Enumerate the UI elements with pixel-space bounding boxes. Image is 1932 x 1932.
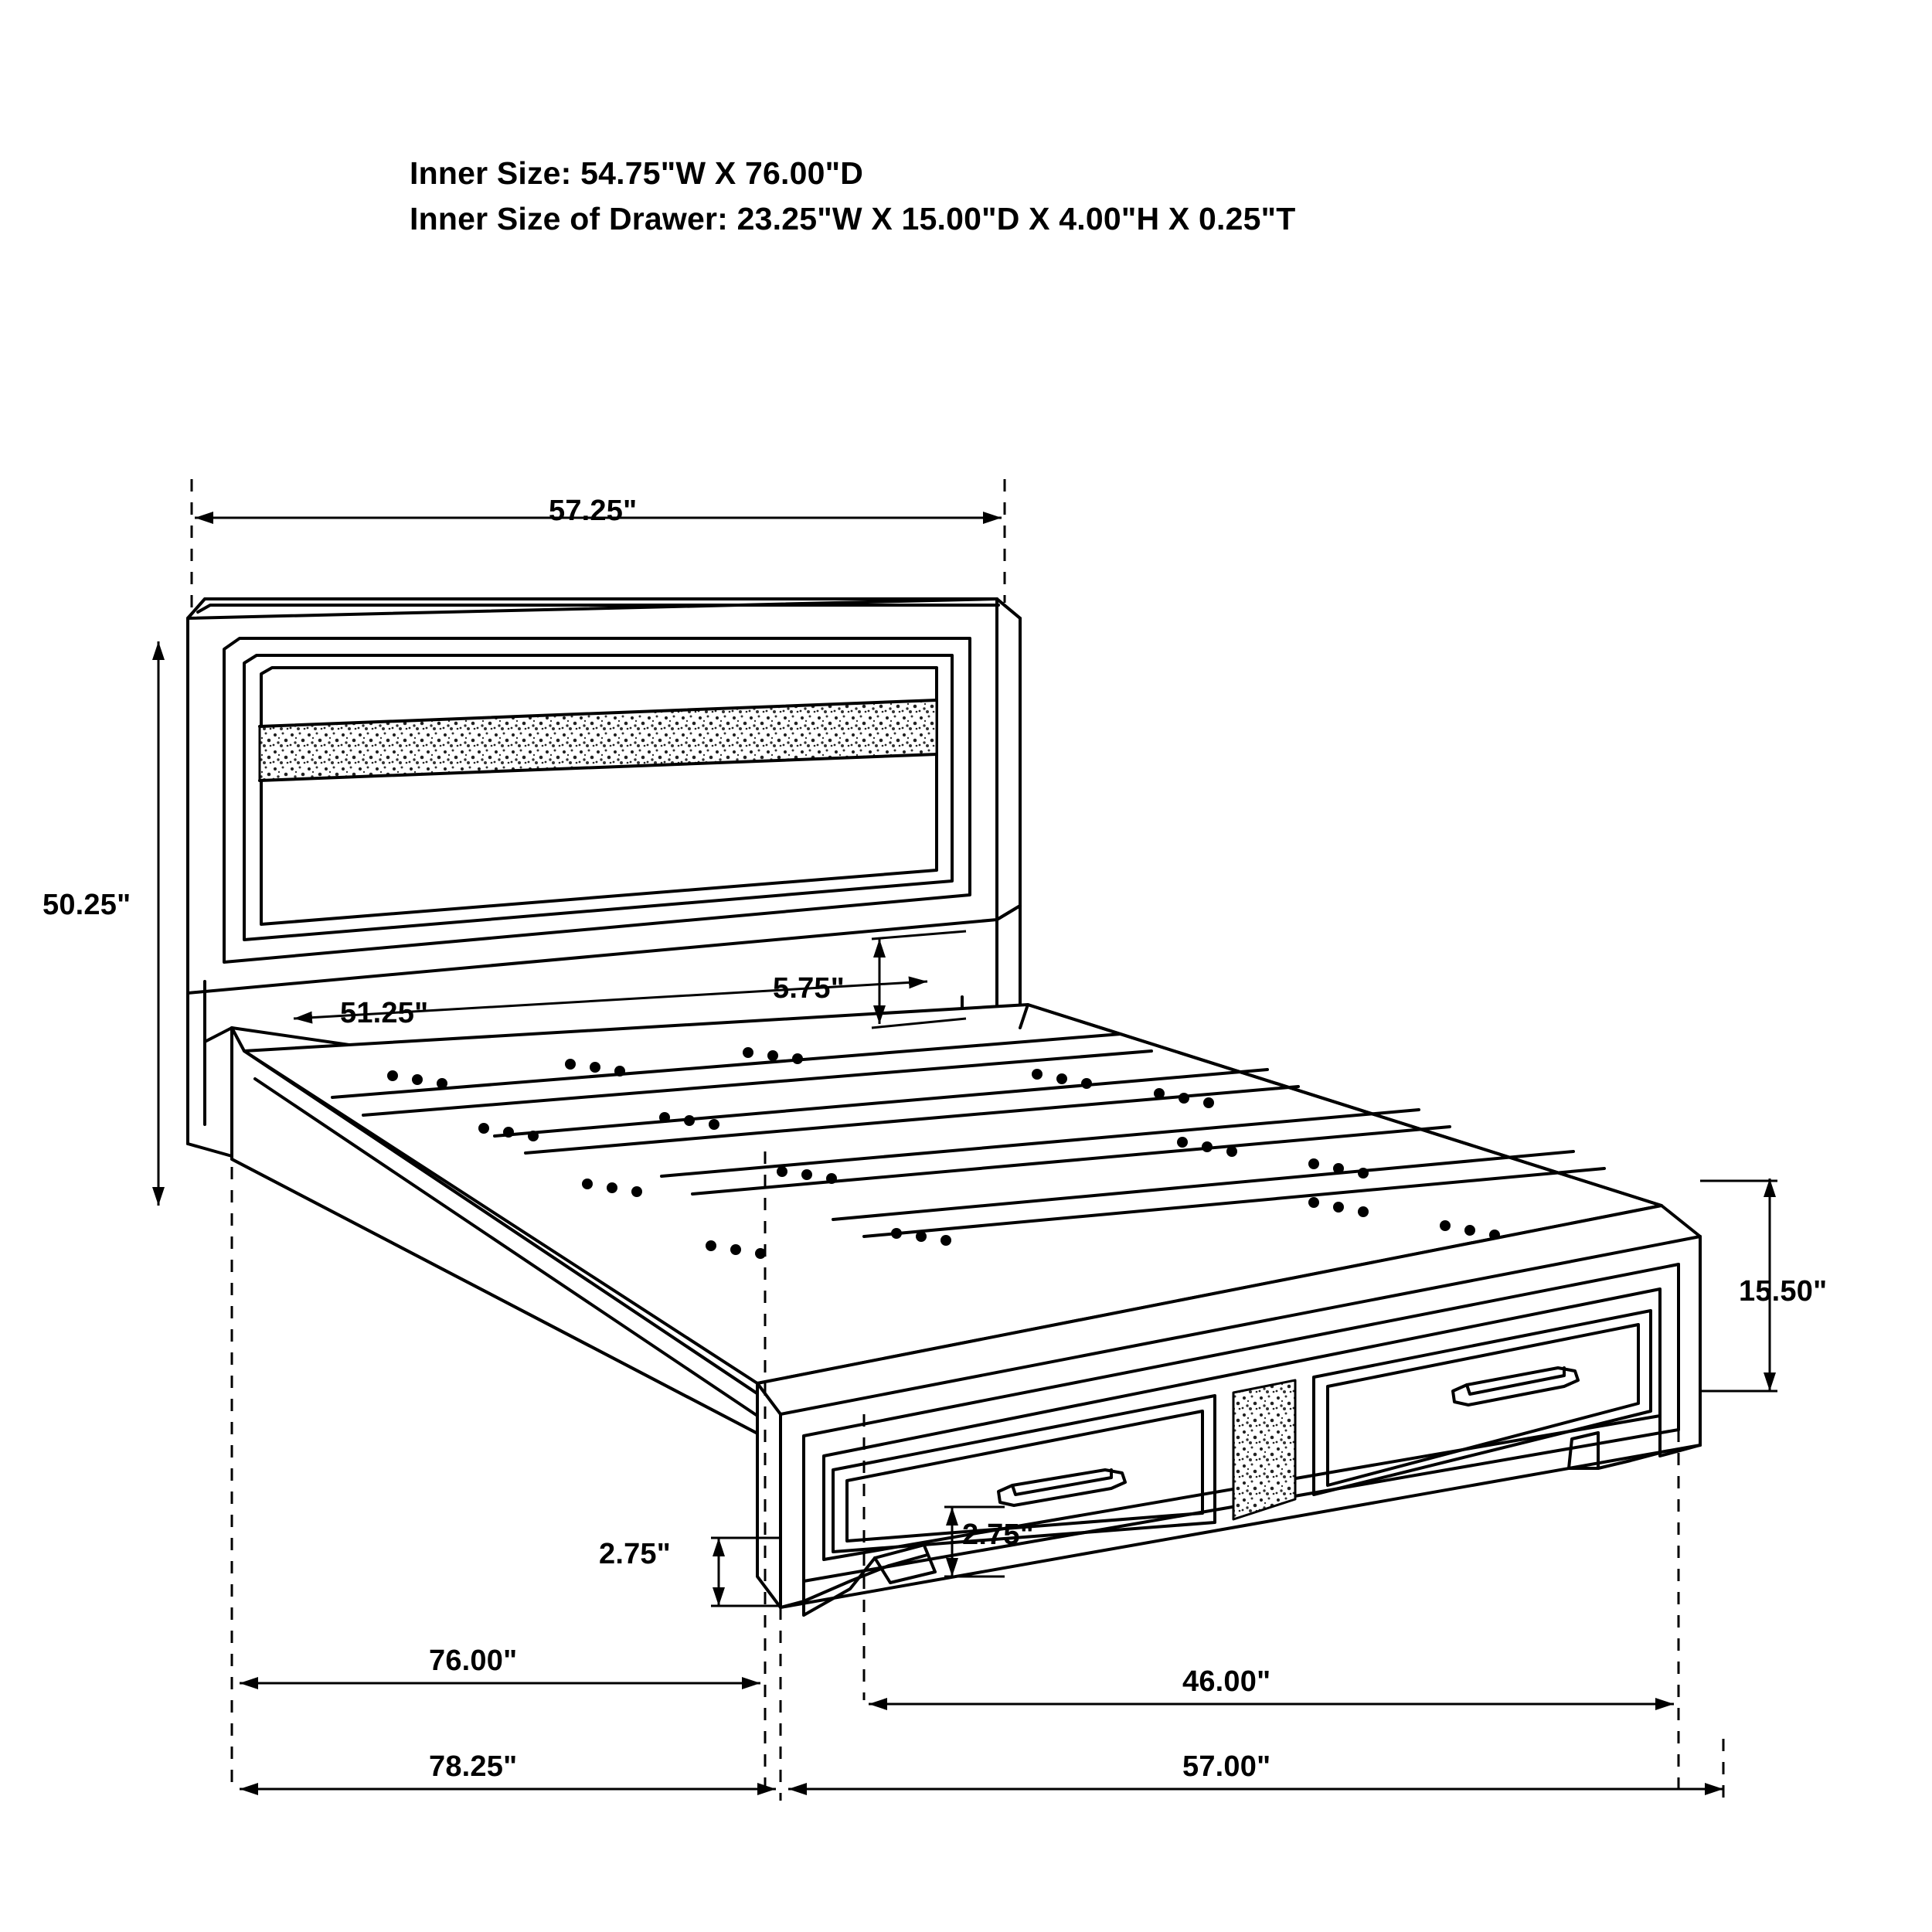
dim-headboard-inner-width: 51.25" xyxy=(340,997,429,1029)
dim-bed-width-overall: 57.00" xyxy=(1182,1750,1271,1783)
dim-side-clearance: 2.75" xyxy=(962,1519,1034,1551)
dim-rail-gap-height: 5.75" xyxy=(773,972,845,1005)
note-inner-size: Inner Size: 54.75"W X 76.00"D xyxy=(410,155,864,191)
dim-footboard-clearance: 2.75" xyxy=(599,1538,671,1570)
dim-footboard-height: 15.50" xyxy=(1739,1275,1828,1308)
dim-headboard-width: 57.25" xyxy=(549,495,638,527)
dim-footboard-inner-width: 46.00" xyxy=(1182,1665,1271,1698)
dim-bed-depth-inner: 76.00" xyxy=(429,1645,518,1677)
dim-bed-depth-overall: 78.25" xyxy=(429,1750,518,1783)
dim-headboard-height: 50.25" xyxy=(43,889,131,921)
note-inner-drawer-size: Inner Size of Drawer: 23.25"W X 15.00"D X 4.00"H X 0.25"T xyxy=(410,201,1296,237)
